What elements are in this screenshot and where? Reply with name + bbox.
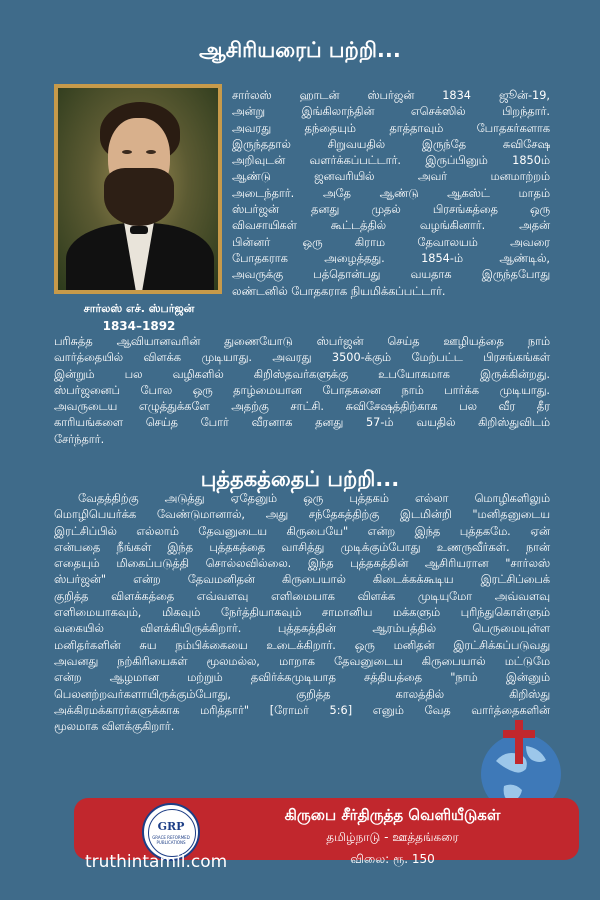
bio-line: அறிவுடன் வளர்க்கப்பட்டார். இருப்பினும் 1850ம் <box>232 154 550 168</box>
bio-line: போதகராக அழைத்தது. 1854-ம் ஆண்டில், <box>232 251 550 265</box>
book-line: அக்கிரமக்காரர்களுக்காக மரித்தார்" [ரோமர் 5:6] எனும் வேத வார்த்தைகளின் <box>54 703 550 717</box>
bio-line: இன்றும் பல வழிகளில் கிறிஸ்தவர்களுக்கு உபயோகமாக இருக்கின்றது. <box>54 367 550 381</box>
portrait-caption-name: சார்லஸ் எச். ஸ்பர்ஜன் <box>83 302 195 315</box>
bio-line: வார்த்தையில் விளக்க முடியாது. அவரது 3500-க்கும் மேற்பட்ட பிரசங்கங்கள் <box>54 351 550 365</box>
bio-line: அடைந்தார். அதே ஆண்டு ஆகஸ்ட் மாதம் <box>232 186 550 200</box>
logo-text: GRP <box>157 820 185 833</box>
bio-line: அவரது தந்தையும் தாத்தாவும் போதகர்களாக <box>232 121 550 135</box>
bio-line: சார்லஸ் ஹாடன் ஸ்பர்ஜன் 1834 ஜூன்-19, <box>232 89 550 102</box>
bio-line: பரிசுத்த ஆவியானவரின் துணையோடு ஸ்பர்ஜன் செய்த ஊழியத்தை நாம் <box>54 335 550 348</box>
author-bio-side <box>232 88 550 300</box>
book-line: வகையில் விளக்கியிருக்கிறார். புத்தகத்தின் ஆரம்பத்தில் பெருமையுள்ள <box>54 622 550 636</box>
website-link[interactable]: truthintamil.com <box>85 852 228 872</box>
publisher-location: தமிழ்நாடு - ஊத்தங்கரை <box>326 830 459 844</box>
bio-line: பின்னர் ஒரு கிராம தேவாலயம் அவரை <box>232 235 550 249</box>
bio-line: அன்று இங்கிலாந்தின் எசெக்ஸில் பிறந்தார். <box>232 105 550 119</box>
book-line: குறித்த விளக்கத்தை எவ்வளவு எளிமையாக விளக்க முடியுமோ அவ்வளவு <box>54 589 550 603</box>
bio-line: அவருடைய எழுத்துக்களே அதற்கு சாட்சி. சுவிசேஷத்திற்காக பல வீர தீர <box>54 400 550 414</box>
book-description <box>54 491 550 735</box>
book-line: என்ற ஆழமான மற்றும் தவிர்க்கமுடியாத சத்தியத்தை "நாம் இன்னும் <box>54 671 550 685</box>
bio-line: ஸ்பர்ஜன் தனது முதல் பிரசங்கத்தை ஒரு <box>232 203 550 217</box>
bio-line: சேர்ந்தார். <box>54 432 105 446</box>
book-line: எளிமையாகவும், மிகவும் நேர்த்தியாகவும் சாமானிய மக்களும் புரிந்துகொள்ளும் <box>54 606 550 620</box>
bio-line: ஆண்டு ஜனவரியில் அவர் மனமாற்றம் <box>232 170 550 184</box>
book-line: மனிதர்களின் சுய நம்பிக்கையை உடைக்கிறார். ஒரு மனிதன் இரட்சிக்கப்படுவது <box>54 638 550 652</box>
bio-line: அவருக்கு பத்தொன்பது வயதாக இருந்தபோது <box>232 268 550 282</box>
bio-line: ஸ்பர்ஜனைப் போல ஒரு தாழ்மையான போதகனை நாம் பார்க்க முடியாது. <box>54 383 550 397</box>
book-line: எதையும் மிகைப்படுத்தி சொல்லவில்லை. இந்த புத்தகத்தின் ஆசிரியரான "சார்லஸ் <box>54 557 550 571</box>
portrait-caption-years: 1834–1892 <box>102 319 176 333</box>
bio-line: காரியங்களை செய்த போர் வீரனாக தனது 57-ம் வயதில் கிறிஸ்துவிடம் <box>54 416 550 430</box>
author-portrait <box>58 88 218 290</box>
book-line: பெலனற்றவர்களாயிருக்கும்போது, குறித்த காலத்தில் கிறிஸ்து <box>54 687 550 701</box>
book-line: வேதத்திற்கு அடுத்து ஏதேனும் ஒரு புத்தகம் எல்லா மொழிகளிலும் <box>78 492 550 505</box>
book-line: ஸ்பர்ஜன்" என்ற தேவமனிதன் கிருபையால் கிடைக்கக்கூடிய இரட்சிப்பைக் <box>54 573 550 587</box>
author-bio-full <box>54 334 550 448</box>
bio-line: விவசாயிகள் கூட்டத்தில் வழங்கினார். அதன் <box>232 219 550 233</box>
price-label: விலை: ரூ. 150 <box>350 852 435 866</box>
book-line: மூலமாக விளக்குகிறார். <box>54 720 175 734</box>
book-line: அவனது நற்கிரியைகள் மூலமல்ல, மாறாக தேவனுடைய கிருபையால் மட்டுமே <box>54 654 550 668</box>
bio-line: இருந்ததால் சிறுவயதில் இருந்தே சுவிசேஷ <box>232 137 550 151</box>
author-heading: ஆசிரியரைப் பற்றி... <box>199 38 401 62</box>
book-heading: புத்தகத்தைப் பற்றி... <box>200 467 400 491</box>
bio-line: லண்டனில் போதகராக நியமிக்கப்பட்டார். <box>232 284 446 298</box>
logo-subtext: GRACE REFORMED PUBLICATIONS <box>152 835 190 845</box>
publisher-name: கிருபை சீர்திருத்த வெளியீடுகள் <box>284 806 501 824</box>
book-line: இரட்சிப்பில் எல்லாம் தேவனுடைய கிருபையே" என்ற இந்த புத்தகமே. ஏன் <box>54 524 550 538</box>
book-line: மொழிபெயர்க்க வேண்டுமானால், அது சந்தேகத்திற்கு இடமின்றி "மனிதனுடைய <box>54 508 550 522</box>
book-line: என்பதை நீங்கள் இந்த புத்தகத்தை வாசித்து முடிக்கும்போது உணருவீர்கள். நான் <box>54 540 550 554</box>
